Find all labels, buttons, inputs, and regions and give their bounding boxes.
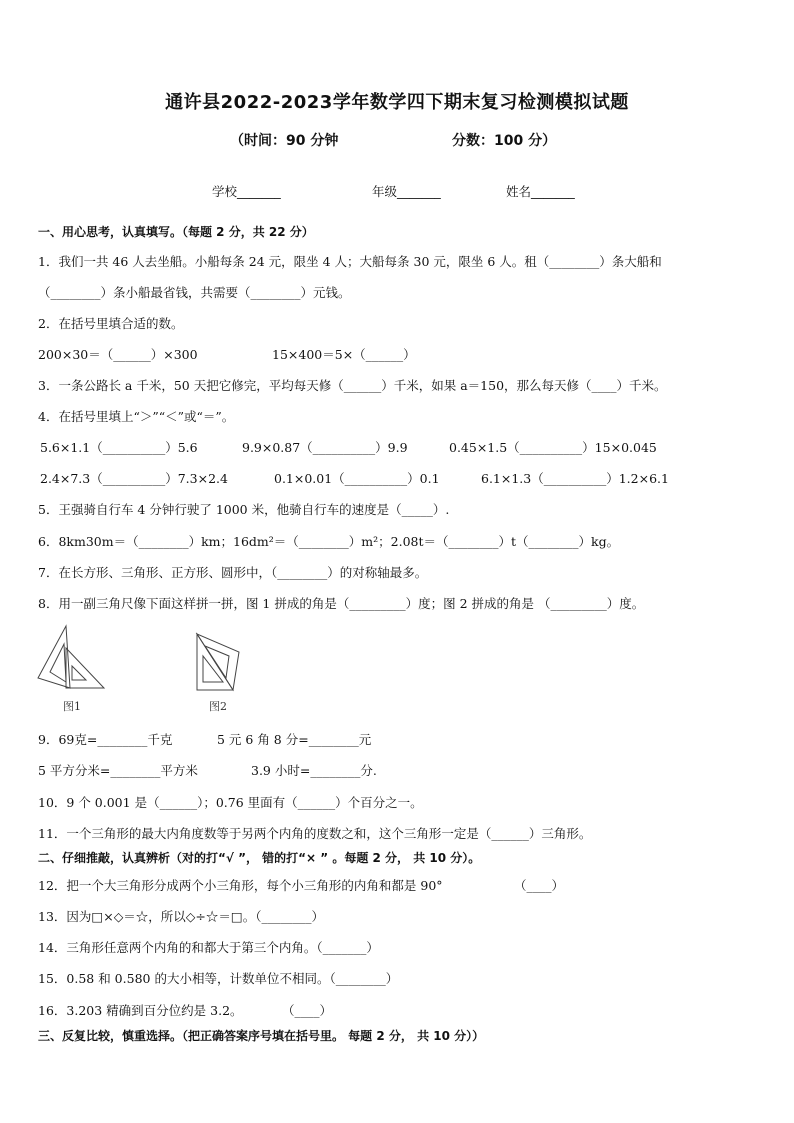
section2-heading: 二、仔细推敲，认真辨析（对的打“√ ”， 错的打“× ” 。每题 2 分， 共 10 分）。 — [38, 851, 481, 865]
triangle-set-figure-1 — [36, 622, 110, 692]
question-11: 11．一个三角形的最大内角度数等于另两个内角的度数之和，这个三角形一定是（______）三角形。 — [38, 826, 592, 841]
question-7: 7．在长方形、三角形、正方形、圆形中，（________）的对称轴最多。 — [38, 565, 428, 580]
question-16-blank: （____） — [282, 1003, 333, 1018]
question-2: 2．在括号里填合适的数。 — [38, 316, 184, 331]
question-3: 3．一条公路长 a 千米，50 天把它修完，平均每天修（______）千米，如果 a＝150，那么每天修（____）千米。 — [38, 378, 667, 393]
question-4-item: 6.1×1.3（__________）1.2×6.1 — [481, 471, 669, 486]
question-2a: 200×30＝（______）×300 — [38, 347, 198, 362]
question-4: 4．在括号里填上“＞”“＜”或“＝”。 — [38, 409, 235, 424]
triangle-set-figure-2 — [195, 632, 245, 692]
question-12: 12．把一个大三角形分成两个小三角形，每个小三角形的内角和都是 90° — [38, 878, 443, 893]
question-12-blank: （____） — [514, 878, 565, 893]
question-9d: 3.9 小时=________分. — [251, 763, 377, 778]
question-6: 6．8km30m＝（________）km；16dm²＝（________）m²；2.08t＝（________）t（________）kg。 — [38, 534, 620, 549]
question-13: 13．因为□×◇＝☆，所以◇÷☆＝□。（________） — [38, 909, 324, 924]
question-16: 16．3.203 精确到百分位约是 3.2。 — [38, 1003, 243, 1018]
grade-field: 年级_______ — [372, 184, 441, 199]
question-4-item: 5.6×1.1（__________）5.6 — [40, 440, 198, 455]
question-8: 8．用一副三角尺像下面这样拼一拼，图 1 拼成的角是（_________）度；图 2 拼成的角是 （_________）度。 — [38, 596, 645, 611]
question-4-item: 0.45×1.5（__________）15×0.045 — [449, 440, 657, 455]
question-4-item: 9.9×0.87（__________）9.9 — [242, 440, 408, 455]
question-5: 5．王强骑自行车 4 分钟行驶了 1000 米，他骑自行车的速度是（_____）. — [38, 502, 450, 517]
question-2b: 15×400＝5×（______） — [272, 347, 416, 362]
school-field: 学校_______ — [212, 184, 281, 199]
question-9a: 9．69克=________千克 — [38, 732, 173, 747]
question-1-line2: （________）条小船最省钱，共需要（________）元钱。 — [38, 285, 351, 300]
question-10: 10．9 个 0.001 是（______）；0.76 里面有（______）个百分之一。 — [38, 795, 423, 810]
exam-score: 分数：100 分） — [452, 133, 557, 149]
question-9c: 5 平方分米=________平方米 — [38, 763, 198, 778]
question-15: 15．0.58 和 0.580 的大小相等，计数单位不相同。（________） — [38, 971, 399, 986]
section3-heading: 三、反复比较，慎重选择。（把正确答案序号填在括号里。 每题 2 分， 共 10 分）） — [38, 1029, 485, 1043]
section1-heading: 一、用心思考，认真填写。（每题 2 分，共 22 分） — [38, 225, 314, 239]
page-title: 通许县2022-2023学年数学四下期末复习检测模拟试题 — [165, 92, 629, 113]
question-4-item: 0.1×0.01（__________）0.1 — [274, 471, 440, 486]
exam-time: （时间：90 分钟 — [230, 133, 339, 149]
question-1-line1: 1．我们一共 46 人去坐船。小船每条 24 元，限坐 4 人；大船每条 30 元，限坐 6 人。租（________）条大船和 — [38, 254, 662, 269]
figure-2-caption: 图2 — [209, 700, 227, 713]
figure-1-caption: 图1 — [63, 700, 81, 713]
question-14: 14．三角形任意两个内角的和都大于第三个内角。（_______） — [38, 940, 379, 955]
name-field: 姓名_______ — [506, 184, 575, 199]
question-4-item: 2.4×7.3（__________）7.3×2.4 — [40, 471, 228, 486]
question-9b: 5 元 6 角 8 分=________元 — [217, 732, 372, 747]
